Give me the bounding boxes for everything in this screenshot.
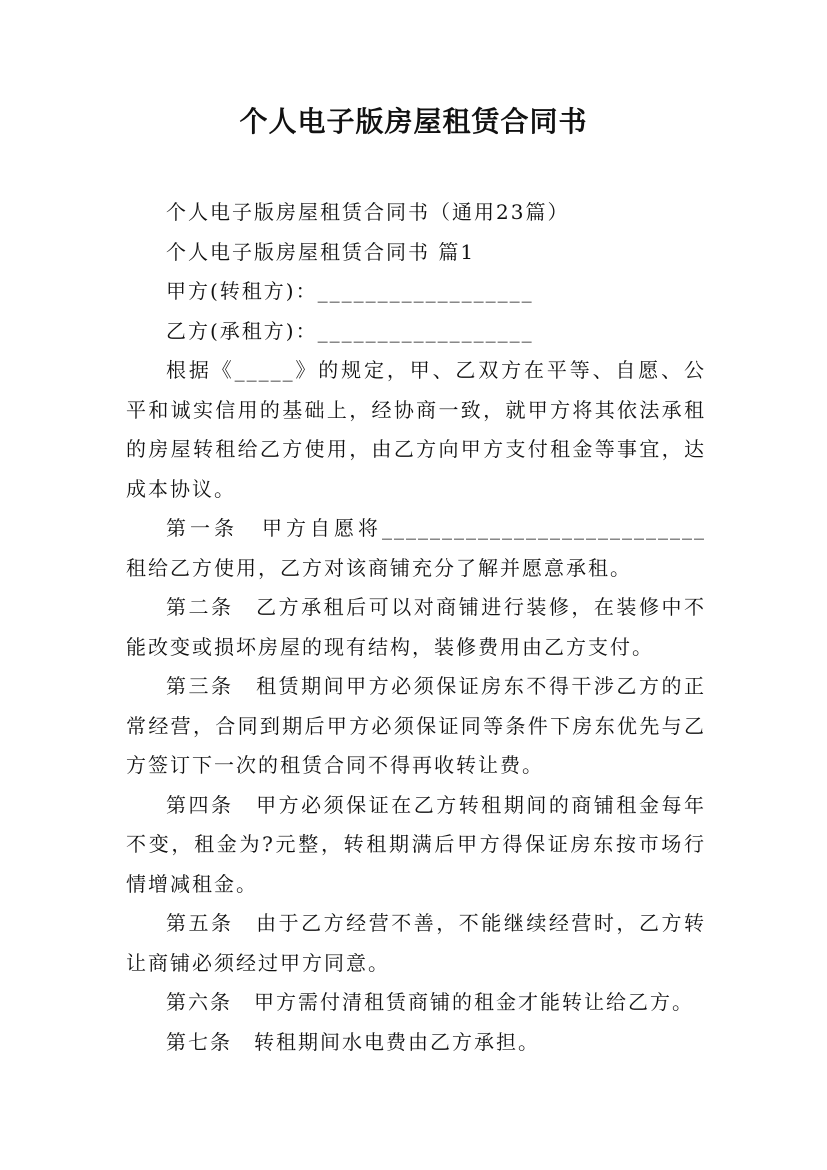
paragraph-article-4: 第四条 甲方必须保证在乙方转租期间的商铺租金每年不变，租金为?元整，转租期满后甲方得保证房东按市场行情增减租金。: [126, 792, 706, 896]
paragraph-article-3: 第三条 租赁期间甲方必须保证房东不得干涉乙方的正常经营，合同到期后甲方必须保证同等条件下房东优先与乙方签订下一次的租赁合同不得再收转让费。: [126, 674, 706, 777]
paragraph-article-6: 第六条 甲方需付清租赁商铺的租金才能转让给乙方。: [166, 990, 694, 1014]
document-title: 个人电子版房屋租赁合同书: [239, 105, 588, 138]
paragraph-collection-title: 个人电子版房屋租赁合同书（通用23篇）: [166, 200, 570, 224]
paragraph-article-7: 第七条 转租期间水电费由乙方承担。: [166, 1029, 540, 1054]
paragraph-article-2: 第二条 乙方承租后可以对商铺进行装修，在装修中不能改变或损坏房屋的现有结构，装修费用由乙方支付。: [126, 595, 706, 659]
document-body: [126, 193, 706, 1062]
paragraph-article-1: 第一条 甲方自愿将___________________________租给乙方使用，乙方对该商铺充分了解并愿意承租。: [126, 516, 706, 580]
paragraph-party-b: 乙方(承租方)：__________________: [166, 318, 534, 343]
paragraph-party-a: 甲方(转租方)：__________________: [166, 279, 534, 303]
paragraph-section-heading: 个人电子版房屋租赁合同书 篇1: [166, 239, 476, 264]
paragraph-preamble: 根据《_____》的规定，甲、乙双方在平等、自愿、公平和诚实信用的基础上，经协商一致，就甲方将其依法承租的房屋转租给乙方使用，由乙方向甲方支付租金等事宜，达成本协议。: [126, 358, 706, 501]
paragraph-article-5: 第五条 由于乙方经营不善，不能继续经营时，乙方转让商铺必须经过甲方同意。: [126, 911, 706, 975]
